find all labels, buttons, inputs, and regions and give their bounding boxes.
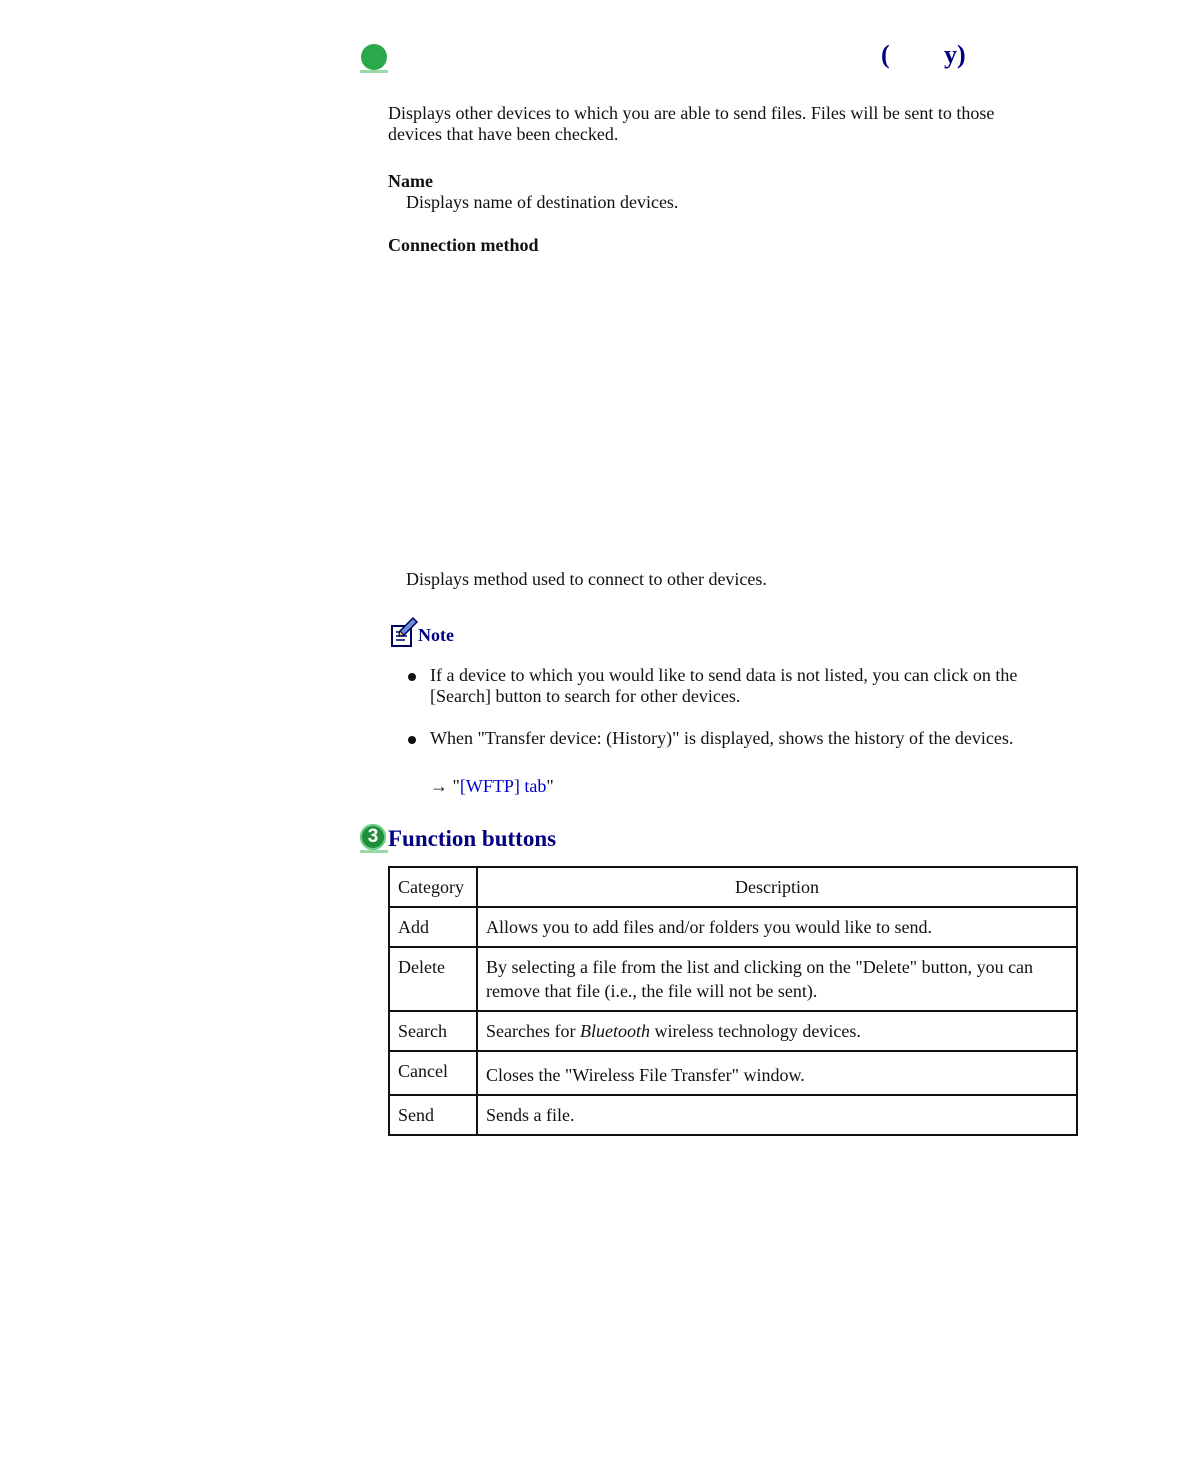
heading-fragment-close: y) xyxy=(944,40,966,69)
table-row xyxy=(389,1051,1077,1095)
bullet-dot-icon xyxy=(408,673,416,681)
note-bullet-text: When "Transfer device: (History)" is displayed, shows the history of the devices. xyxy=(430,728,1014,748)
wftp-tab-link[interactable]: [WFTP] tab xyxy=(459,776,547,796)
note-bullet xyxy=(408,728,1058,752)
section-number-underline xyxy=(360,70,388,73)
description-text: wireless technology devices. xyxy=(649,1021,861,1041)
table-row xyxy=(389,947,1077,1011)
note-pencil-icon xyxy=(388,617,418,649)
table-row xyxy=(389,907,1077,947)
section-title: Function buttons xyxy=(388,826,557,851)
quote-close: " xyxy=(546,776,554,796)
table-row xyxy=(389,1095,1077,1135)
note-bullet-text: If a device to which you would like to send data is not listed, you can click on the [Search] button to search for other devices. xyxy=(430,665,1018,706)
description-cell: Closes the "Wireless File Transfer" window. xyxy=(477,1051,1077,1095)
quote-open: " xyxy=(452,776,460,796)
description-emphasis: Bluetooth xyxy=(579,1021,650,1041)
field-description-connection-method: Displays method used to connect to other devices. xyxy=(406,569,767,589)
description-cell xyxy=(477,1011,1077,1051)
description-cell: Allows you to add files and/or folders you would like to send. xyxy=(477,907,1077,947)
note-label: Note xyxy=(418,625,454,645)
function-buttons-table xyxy=(388,866,1078,1136)
category-cell: Add xyxy=(389,907,477,947)
right-arrow-icon: → xyxy=(430,776,448,796)
description-cell: Sends a file. xyxy=(477,1095,1077,1135)
section-number-3-icon: 3 xyxy=(360,824,386,850)
category-cell: Send xyxy=(389,1095,477,1135)
note-bullet xyxy=(408,665,1058,709)
column-header-category: Category xyxy=(389,867,477,907)
heading-fragment-open-paren: ( xyxy=(881,40,890,69)
table-row xyxy=(389,1011,1077,1051)
field-description-name: Displays name of destination devices. xyxy=(406,192,679,212)
column-header-description: Description xyxy=(477,867,1077,907)
category-cell: Cancel xyxy=(389,1051,477,1095)
category-cell: Delete xyxy=(389,947,477,1011)
section-number-icon xyxy=(361,44,387,70)
field-term-name: Name xyxy=(388,171,433,191)
description-cell: By selecting a file from the list and clicking on the "Delete" button, you can remove that file (i.e., the file will not be sent). xyxy=(477,947,1077,1011)
clipped-section-heading xyxy=(360,0,1060,74)
section-number-underline xyxy=(360,850,388,853)
table-header-row xyxy=(389,867,1077,907)
bullet-dot-icon xyxy=(408,736,416,744)
transfer-device-intro: Displays other devices to which you are able to send files. Files will be sent to those devices that have been checked. xyxy=(388,103,995,144)
wftp-tab-reference xyxy=(430,776,554,797)
category-cell: Search xyxy=(389,1011,477,1051)
description-text: Searches for xyxy=(486,1021,580,1041)
field-term-connection-method: Connection method xyxy=(388,235,539,255)
